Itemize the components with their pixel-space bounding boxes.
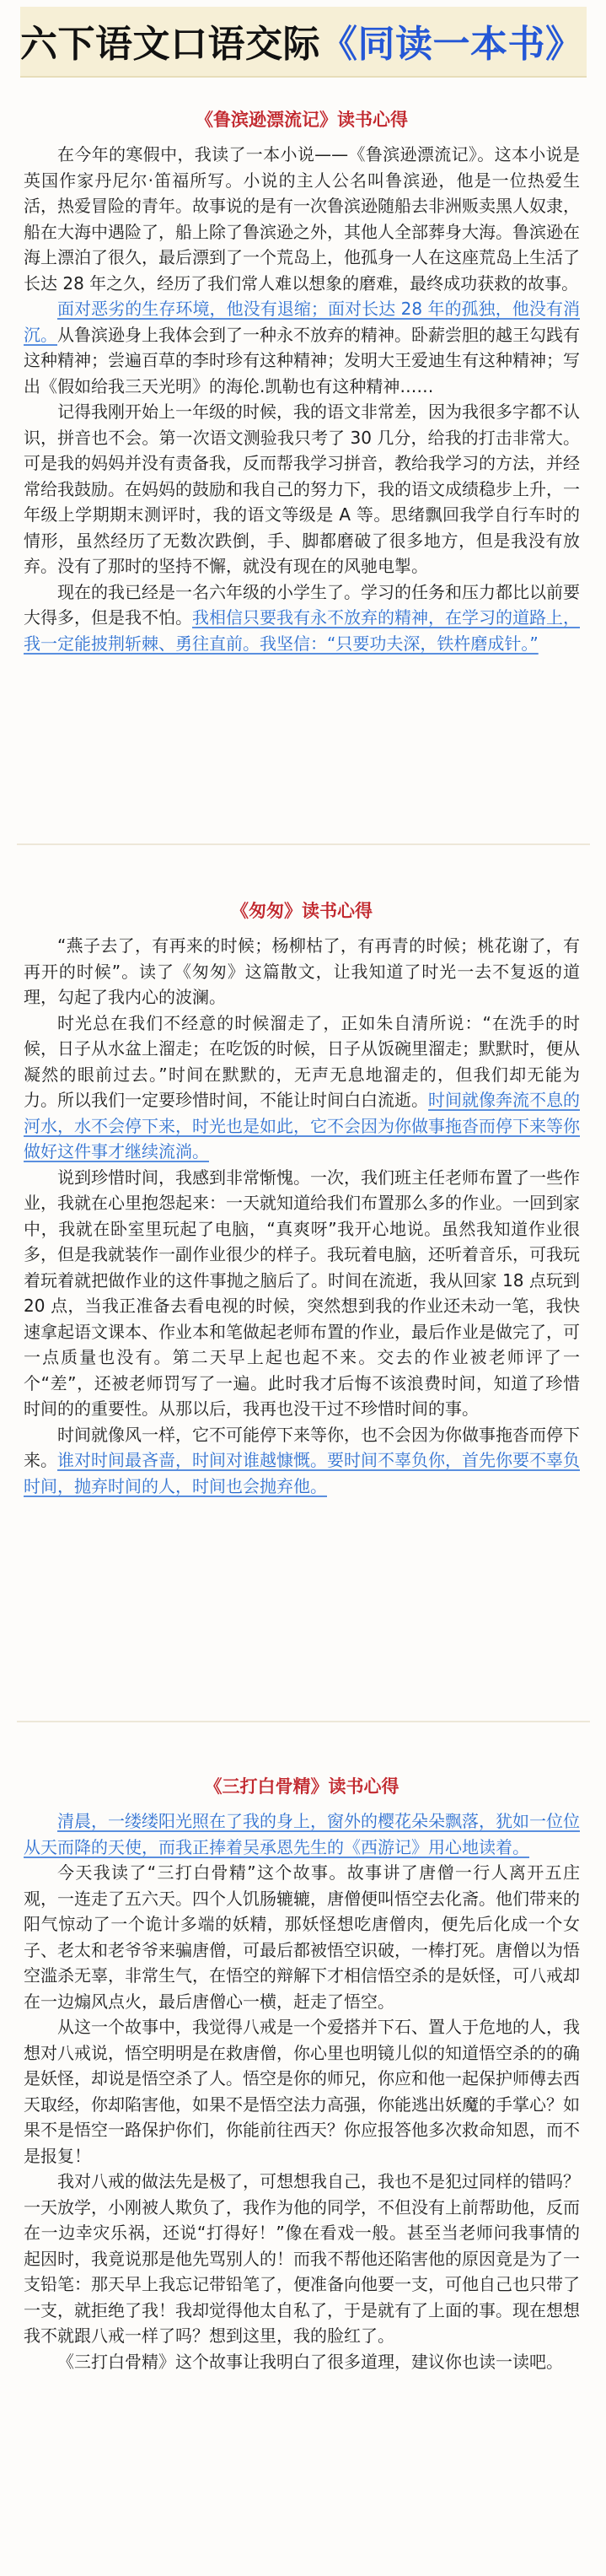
paragraph: [24, 1010, 580, 1165]
paragraph: [24, 1808, 580, 1860]
highlighted-text: 清晨，一缕缕阳光照在了我的身上，窗外的樱花朵朵飘落，犹如一位位从天而降的天使，而我正捧着吴承恩先生的《西游记》用心地读着。: [24, 1811, 580, 1857]
paragraph: [24, 1860, 580, 2014]
text-run: 从这一个故事中，我觉得八戒是一个爱搭并下石、置人于危地的人，我想对八戒说，悟空明明是在救唐僧，你心里也明镜儿似的知道悟空杀的的确是妖怪，却说是悟空杀了人。悟空是你的师兄，你应和他一起保护师傅去西天取经，你却陷害他，如果不是悟空法力高强，你能逃出妖魔的手掌心？如果不是悟空一路保护你们，你能前往西天？你应报答他多次救命知恩，而不是报复！: [24, 2017, 580, 2166]
section-heading: 《匆匆》读书心得: [231, 901, 373, 921]
text-run: 时光总在我们不经意的时候溜走了，正如朱自清所说：“在洗手的时候，日子从水盆上溜走；在吃饭的时候，日子从饭碗里溜走；默默时，便从凝然的眼前过去。”时间在默默的，无声无息地溜走的，但我们却无能为力。所以我们一定要珍惜时间，不能让时间白白流逝。: [24, 1012, 580, 1110]
text-run: 时间就像风一样，它不可能停下来等你，也不会因为你做事拖沓而停下来。: [24, 1424, 580, 1470]
title-main: 六下语文口语交际: [20, 23, 320, 66]
highlighted-text: 面对恶劣的生存环境，他没有退缩；面对长达 28 年的孤独，他没有消沉。: [24, 299, 580, 345]
section-heading: 《鲁滨逊漂流记》读书心得: [196, 110, 408, 130]
paragraph: [24, 2014, 580, 2169]
text-run: 今天我读了“三打白骨精”这个故事。故事讲了唐僧一行人离开五庄观，一连走了五六天。四个人饥肠辘辘，唐僧便叫悟空去化斋。他们带来的阳气惊动了一个诡计多端的妖精，那妖怪想吃唐僧肉，便先后化成一个女子、老太和老爷爷来骗唐僧，可最后都被悟空识破，一棒打死。唐僧以为悟空滥杀无辜，非常生气，在悟空的辩解下才相信悟空杀的是妖怪，可八戒却在一边煽风点火，最后唐僧心一横，赶走了悟空。: [24, 1862, 580, 2012]
section-divider: [17, 843, 590, 845]
title-book: 《同读一本书》: [320, 23, 583, 66]
paragraph: [24, 579, 580, 657]
section-divider: [17, 1721, 590, 1722]
paragraph: [24, 2169, 580, 2349]
text-run: 现在的我已经是一名六年级的小学生了。学习的任务和压力都比以前要大得多，但是我不怕。: [24, 581, 580, 628]
section-body: [24, 933, 580, 1499]
paragraph: [24, 2349, 580, 2375]
text-run: 记得我刚开始上一年级的时候，我的语文非常差，因为我很多字都不认识，拼音也不会。第一次语文测验我只考了 30 几分，给我的打击非常大。可是我的妈妈并没有责备我，反而帮我学习拼音，教给我学习的方法，并经常给我鼓励。在妈妈的鼓励和我自己的努力下，我的语文成绩稳步上升，一年级上学期期末测评时，我的语文等级是 A 等。思绪飘回我学自行车时的情形，虽然经历了无数次跌倒，手、脚都磨破了很多地方，但是我没有放弃。没有了那时的坚持不懈，就没有现在的风驰电掣。: [24, 401, 580, 576]
section-body: [24, 142, 580, 656]
section-robinson-crusoe: [24, 106, 580, 656]
section-three-fights: [24, 1773, 580, 2374]
highlighted-text: 时间就像奔流不息的河水，水不会停下来，时光也是如此，它不会因为你做事拖沓而停下来等你做好这件事才继续流淌。: [24, 1090, 580, 1161]
paragraph: [24, 1165, 580, 1422]
text-run: 《三打白骨精》这个故事让我明白了很多道理，建议你也读一读吧。: [57, 2351, 563, 2372]
section-body: [24, 1808, 580, 2374]
page-title: [20, 7, 587, 78]
paragraph: [24, 296, 580, 399]
section-cong-cong: [24, 897, 580, 1499]
highlighted-text: 谁对时间最吝啬，时间对谁越慷慨。要时间不辜负你，首先你要不辜负时间，抛弃时间的人，时间也会抛弃他。: [24, 1450, 580, 1496]
text-run: 说到珍惜时间，我感到非常惭愧。一次，我们班主任老师布置了一些作业，我就在心里抱怨起来：一天就知道给我们布置那么多的作业。一回到家中，我就在卧室里玩起了电脑，“真爽呀”我开心地说。虽然我知道作业很多，但是我就装作一副作业很少的样子。我玩着电脑，还听着音乐，可我玩着玩着就把做作业的这件事抛之脑后了。时间在流逝，我从回家 18 点玩到 20 点，当我正准备去看电视的时候，突然想到我的作业还未动一笔，我快速拿起语文课本、作业本和笔做起老师布置的作业，最后作业是做完了，可一点质量也没有。第二天早上起也起不来。交去的作业被老师评了一个“差”，还被老师罚写了一遍。此时我才后悔不该浪费时间，知道了珍惜时间的的重要性。从那以后，我再也没干过不珍惜时间的事。: [24, 1167, 580, 1419]
section-heading: 《三打白骨精》读书心得: [204, 1776, 400, 1797]
paragraph: [24, 1422, 580, 1500]
text-run: 从鲁滨逊身上我体会到了一种永不放弃的精神。卧薪尝胆的越王勾践有这种精神；尝遍百草的李时珍有这种精神；发明大王爱迪生有这种精神；写出《假如给我三天光明》的海伦.凯勒也有这种精神……: [24, 324, 580, 396]
highlighted-text: 我相信只要我有永不放弃的精神，在学习的道路上，我一定能披荆斩棘、勇往直前。我坚信：“只要功夫深，铁杵磨成针。”: [24, 607, 580, 654]
text-run: “燕子去了，有再来的时候；杨柳枯了，有再青的时候；桃花谢了，有再开的时候”。读了《匆匆》这篇散文，让我知道了时光一去不复返的道理，勾起了我内心的波澜。: [24, 935, 580, 1007]
paragraph: [24, 142, 580, 296]
text-run: 在今年的寒假中，我读了一本小说——《鲁滨逊漂流记》。这本小说是英国作家丹尼尔·笛福所写。小说的主人公名叫鲁滨逊，他是一位热爱生活，热爱冒险的青年。故事说的是有一次鲁滨逊随船去非洲贩卖黑人奴隶，船在大海中遇险了，船上除了鲁滨逊之外，其他人全部葬身大海。鲁滨逊在海上漂泊了很久，最后漂到了一个荒岛上，他孤身一人在这座荒岛上生活了长达 28 年之久，经历了我们常人难以想象的磨难，最终成功获救的故事。: [24, 144, 580, 294]
text-run: 我对八戒的做法先是极了，可想想我自己，我也不是犯过同样的错吗？一天放学，小刚被人欺负了，我作为他的同学，不但没有上前帮助他，反而在一边幸灾乐祸，还说“打得好！”像在看戏一般。甚至当老师问我事情的起因时，我竟说那是他先骂别人的！而我不帮他还陷害他的原因竟是为了一支铅笔：那天早上我忘记带铅笔了，便准备向他要一支，可他自己也只带了一支，就拒绝了我！我却觉得他太自私了，于是就有了上面的事。现在想想我不就跟八戒一样了吗？想到这里，我的脸红了。: [24, 2171, 580, 2346]
paragraph: [24, 933, 580, 1010]
paragraph: [24, 399, 580, 579]
